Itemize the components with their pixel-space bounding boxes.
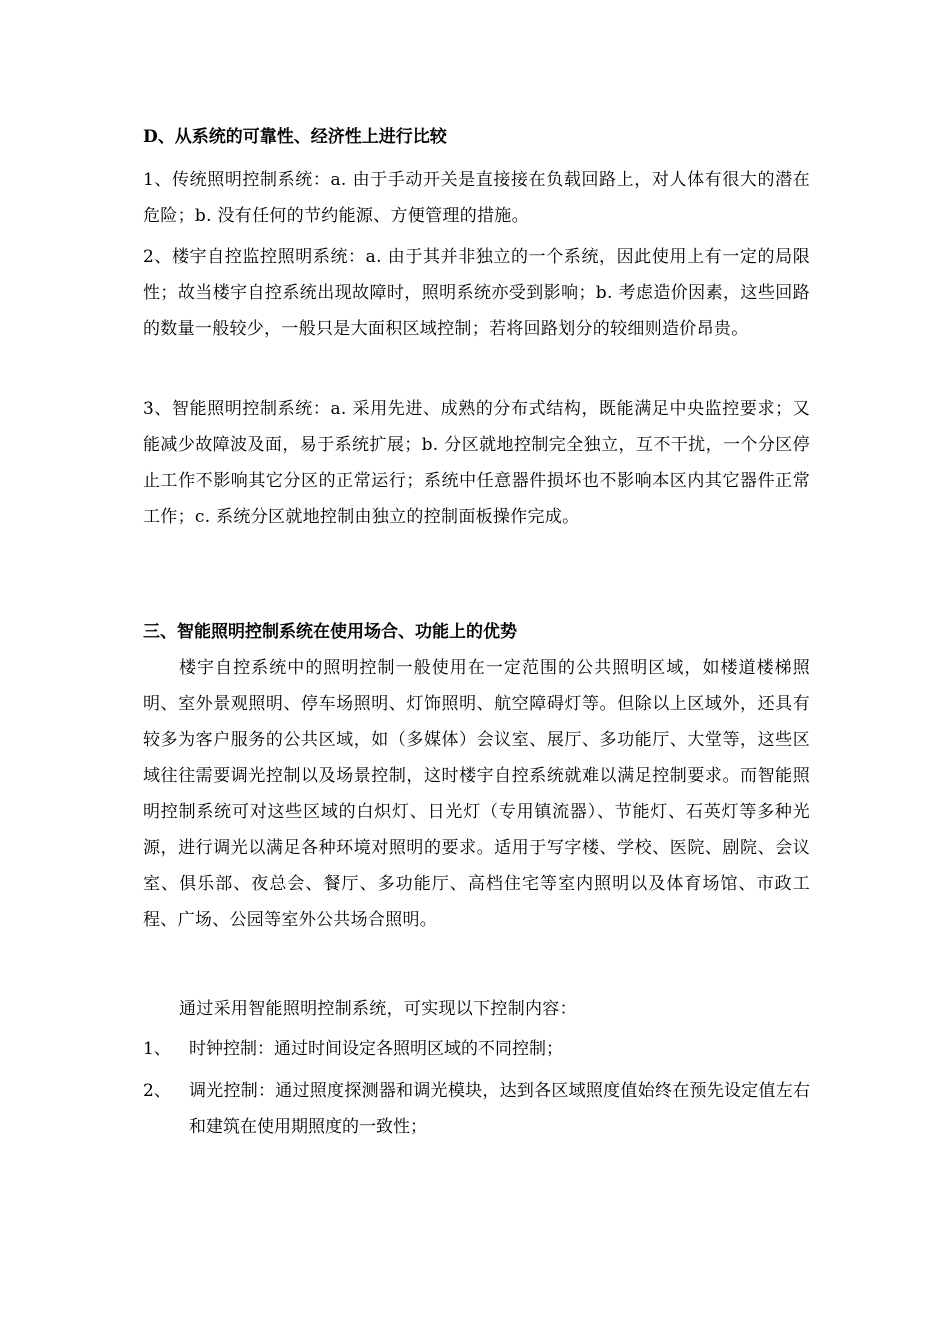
- section-d-paragraph-2: 2、楼宇自控监控照明系统：a. 由于其并非独立的一个系统，因此使用上有一定的局限性；故当楼宇自控系统出现故障时，照明系统亦受到影响；b. 考虑造价因素，这些回路的数量一般较少，一般只是大面积区域控制；若将回路划分的较细则造价昂贵。: [143, 247, 810, 339]
- section-d-heading: D、从系统的可靠性、经济性上进行比较: [143, 127, 447, 147]
- list-item: [143, 1031, 810, 1067]
- list-item-text: 时钟控制：通过时间设定各照明区域的不同控制；: [189, 1039, 563, 1059]
- section-d-paragraph-1: 1、传统照明控制系统：a. 由于手动开关是直接接在负载回路上，对人体有很大的潜在危险；b. 没有任何的节约能源、方便管理的措施。: [143, 170, 810, 226]
- list-item-number: 1、: [143, 1039, 171, 1059]
- section-d-paragraph-3: 3、智能照明控制系统：a. 采用先进、成熟的分布式结构，既能满足中央监控要求；又能减少故障波及面，易于系统扩展；b. 分区就地控制完全独立，互不干扰，一个分区停止工作不影响其它分区的正常运行；系统中任意器件损坏也不影响本区内其它器件正常工作；c. 系统分区就地控制由独立的控制面板操作完成。: [143, 399, 810, 527]
- list-item: [143, 1073, 810, 1145]
- section-3-heading: 三、智能照明控制系统在使用场合、功能上的优势: [143, 622, 517, 642]
- section-3-paragraph-1: 楼宇自控系统中的照明控制一般使用在一定范围的公共照明区域，如楼道楼梯照明、室外景观照明、停车场照明、灯饰照明、航空障碍灯等。但除以上区域外，还具有较多为客户服务的公共区域，如（多媒体）会议室、展厅、多功能厅、大堂等，这些区域往往需要调光控制以及场景控制，这时楼宇自控系统就难以满足控制要求。而智能照明控制系统可对这些区域的白炽灯、日光灯（专用镇流器）、节能灯、石英灯等多种光源，进行调光以满足各种环境对照明的要求。适用于写字楼、学校、医院、剧院、会议室、俱乐部、夜总会、餐厅、多功能厅、高档住宅等室内照明以及体育场馆、市政工程、广场、公园等室外公共场合照明。: [143, 658, 810, 930]
- list-item-text: 调光控制：通过照度探测器和调光模块，达到各区域照度值始终在预先设定值左右和建筑在使用期照度的一致性；: [189, 1081, 810, 1137]
- list-item-number: 2、: [143, 1081, 171, 1101]
- section-3-paragraph-2: 通过采用智能照明控制系统，可实现以下控制内容：: [179, 999, 577, 1019]
